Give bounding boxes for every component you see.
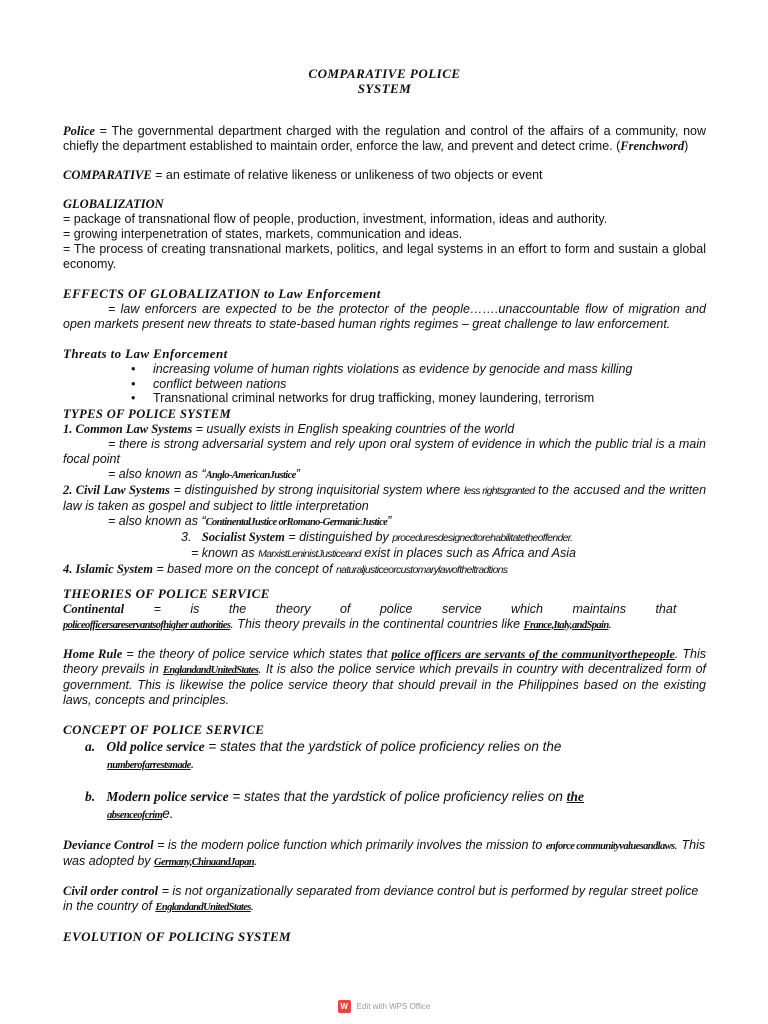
- home-rule-term: Home Rule: [63, 646, 123, 661]
- wps-watermark-text: Edit with WPS Office: [356, 1002, 431, 1011]
- continental-term: Continental: [63, 601, 125, 616]
- continental-def-b: policeofficersareservantsofhigher authorities: [63, 619, 231, 631]
- common-law-def: = usually exists in English speaking countries of the world: [192, 421, 515, 436]
- civil-law-line-2: [63, 514, 706, 530]
- globalization-section: [63, 197, 706, 272]
- concept-a-term: Old police service: [106, 738, 205, 754]
- civil-law-def-b: less rightsgranted: [463, 484, 535, 497]
- wps-watermark[interactable]: [0, 1000, 768, 1013]
- title-line-2: SYSTEM: [357, 81, 412, 96]
- civil-law-line: [63, 483, 706, 514]
- home-rule-def-c: . This theory prevails in: [63, 646, 707, 676]
- civil-law-aka: = also known as “: [108, 513, 206, 528]
- civil-law-def-c: to the accused and the written law is taken as gospel and subject to little interpretation: [63, 482, 707, 513]
- islamic-line: [63, 562, 706, 578]
- wps-logo-icon: W: [338, 1000, 351, 1013]
- effects-heading: EFFECTS OF GLOBALIZATION to Law Enforcement: [63, 286, 381, 301]
- civil-order-def-a: = is not organizationally separated from deviance control but is performed by regular street police in the country of: [63, 883, 699, 913]
- concept-b-label: b.: [85, 788, 96, 804]
- deviance-line: [63, 838, 706, 870]
- concept-b-end-1: the: [566, 788, 584, 804]
- deviance-def-e: .: [253, 853, 258, 868]
- police-definition: [63, 124, 706, 154]
- common-law-aka-close: ”: [295, 466, 300, 481]
- continental-def-c: . This theory prevails in the continental countries like: [230, 616, 524, 631]
- continental-def-d: France,Italy,andSpain: [523, 619, 609, 631]
- continental-def-e: .: [608, 616, 613, 631]
- police-close: ): [684, 139, 689, 153]
- islamic-term: 4. Islamic System: [63, 561, 153, 576]
- list-item: [131, 377, 706, 392]
- threat-text: conflict between nations: [153, 376, 287, 391]
- concept-b-end-2: absenceofcrim: [107, 809, 163, 821]
- common-law-line-2: = there is strong adversarial system and rely upon oral system of evidence in which the public trial is a main focal point: [63, 436, 706, 466]
- civil-law-aka-name: ContinentalJustice orRomano-GermanicJustice: [205, 516, 388, 528]
- continental-def-a: = is the theory of police service which maintains that: [124, 601, 677, 616]
- socialist-aka: = known as: [191, 545, 259, 560]
- deviance-def-b: enforce communityvaluesandlaws: [545, 840, 675, 852]
- concept-b-term: Modern police service: [106, 788, 229, 804]
- list-item: [131, 391, 706, 406]
- civil-law-aka-close: ”: [387, 513, 392, 528]
- police-term: Police: [63, 124, 95, 138]
- deviance-def-c: . This was adopted by: [63, 837, 706, 868]
- islamic-def-a: = based more on the concept of: [152, 561, 337, 576]
- bullet-icon: •: [131, 362, 136, 376]
- deviance-def-a: = is the modern police function which primarily involves the mission to: [153, 837, 546, 852]
- globalization-line-1: = package of transnational flow of people, production, investment, information, ideas and authority.: [63, 212, 608, 226]
- globalization-line-3: = The process of creating transnational markets, politics, and legal systems in an effort to form and sustain a global economy.: [63, 242, 706, 271]
- concept-heading: CONCEPT OF POLICE SERVICE: [63, 721, 265, 737]
- document-title: [63, 66, 706, 96]
- police-def-text: = The governmental department charged with the regulation and control of the affairs of a community, now chiefly the department established to maintain order, enforce the law, and prevent and detect crime. (: [63, 124, 706, 153]
- socialist-aka-name: MarxistLeninistJusticeand: [258, 547, 361, 560]
- document-page: [63, 66, 706, 945]
- types-heading: TYPES OF POLICE SYSTEM: [63, 406, 231, 421]
- home-rule-line: [63, 647, 706, 708]
- socialist-term: Socialist System: [201, 529, 285, 544]
- comparative-term: COMPARATIVE: [63, 168, 152, 182]
- socialist-def-a: = distinguished by: [284, 529, 393, 544]
- continental-line: [63, 602, 706, 633]
- threat-text: increasing volume of human rights violations as evidence by genocide and mass killing: [153, 362, 633, 376]
- home-rule-def-b: police officers are servants of the communityorthepeople: [391, 646, 675, 661]
- threat-text: Transnational criminal networks for drug trafficking, money laundering, terrorism: [153, 391, 595, 405]
- socialist-def-b: proceduresdesignedtorehabilitatetheoffender.: [392, 531, 573, 544]
- bullet-icon: •: [131, 376, 136, 391]
- civil-order-def-b: EnglandandUnitedStates: [155, 901, 251, 913]
- concept-item-b: [85, 788, 706, 824]
- concept-b-def: = states that the yardstick of police proficiency relies on: [228, 788, 567, 804]
- common-law-line-3: [63, 467, 706, 483]
- globalization-term: GLOBALIZATION: [63, 197, 164, 211]
- threats-heading: Threats to Law Enforcement: [63, 346, 228, 361]
- common-law-term: 1. Common Law Systems: [63, 421, 193, 436]
- common-law-aka: = also known as “: [108, 466, 206, 481]
- concept-a-label: a.: [85, 738, 96, 754]
- socialist-line-2: [63, 546, 706, 562]
- threats-list: [63, 362, 706, 406]
- comparative-definition: [63, 168, 706, 183]
- common-law-aka-name: Anglo-AmericanJustice: [205, 469, 296, 481]
- socialist-line: [63, 530, 706, 546]
- concept-a-def: = states that the yardstick of police proficiency relies on the: [204, 738, 562, 754]
- deviance-def-d: Germany,ChinaandJapan: [154, 856, 254, 868]
- evolution-heading: EVOLUTION OF POLICING SYSTEM: [63, 928, 292, 944]
- title-line-1: COMPARATIVE POLICE: [308, 66, 461, 81]
- common-law-line: [63, 422, 706, 437]
- civil-order-def-c: .: [250, 898, 255, 913]
- civil-law-def-a: = distinguished by strong inquisitorial system where: [169, 482, 464, 497]
- civil-law-term: 2. Civil Law Systems: [63, 482, 170, 497]
- effects-text: = law enforcers are expected to be the protector of the people…….unaccountable flow of migration and open markets present new threats to state-based human rights regimes – great challenge to law enforcement.: [63, 302, 706, 331]
- islamic-def-b: naturaljusticeorcustomarylawoftheltradtions: [336, 563, 508, 576]
- concept-b-end-3: e.: [162, 805, 174, 821]
- theories-heading: THEORIES OF POLICE SERVICE: [63, 585, 270, 601]
- bullet-icon: •: [131, 391, 136, 405]
- concept-a-dot: .: [190, 755, 195, 771]
- civil-order-line: [63, 884, 706, 915]
- concept-a-end: numberofarrestsmade: [107, 759, 191, 771]
- list-item: [131, 362, 706, 377]
- police-source: Frenchword: [620, 139, 685, 153]
- socialist-num: 3.: [181, 529, 192, 544]
- home-rule-def-e: . It is also the police service which prevails in country with decentralized form of government. This is likewise the police service theory that should prevail in the Philippines based on the existing laws, concepts and principles.: [63, 661, 706, 707]
- civil-order-term: Civil order control: [63, 883, 159, 898]
- home-rule-def-a: = the theory of police service which states that: [122, 646, 392, 661]
- deviance-term: Deviance Control: [63, 837, 154, 852]
- concept-item-a: [85, 738, 706, 774]
- socialist-aka-rest: exist in places such as Africa and Asia: [360, 545, 576, 560]
- globalization-line-2: = growing interpenetration of states, markets, communication and ideas.: [63, 227, 463, 241]
- comparative-def-text: = an estimate of relative likeness or unlikeness of two objects or event: [151, 168, 543, 182]
- home-rule-def-d: EnglandandUnitedStates: [162, 664, 259, 676]
